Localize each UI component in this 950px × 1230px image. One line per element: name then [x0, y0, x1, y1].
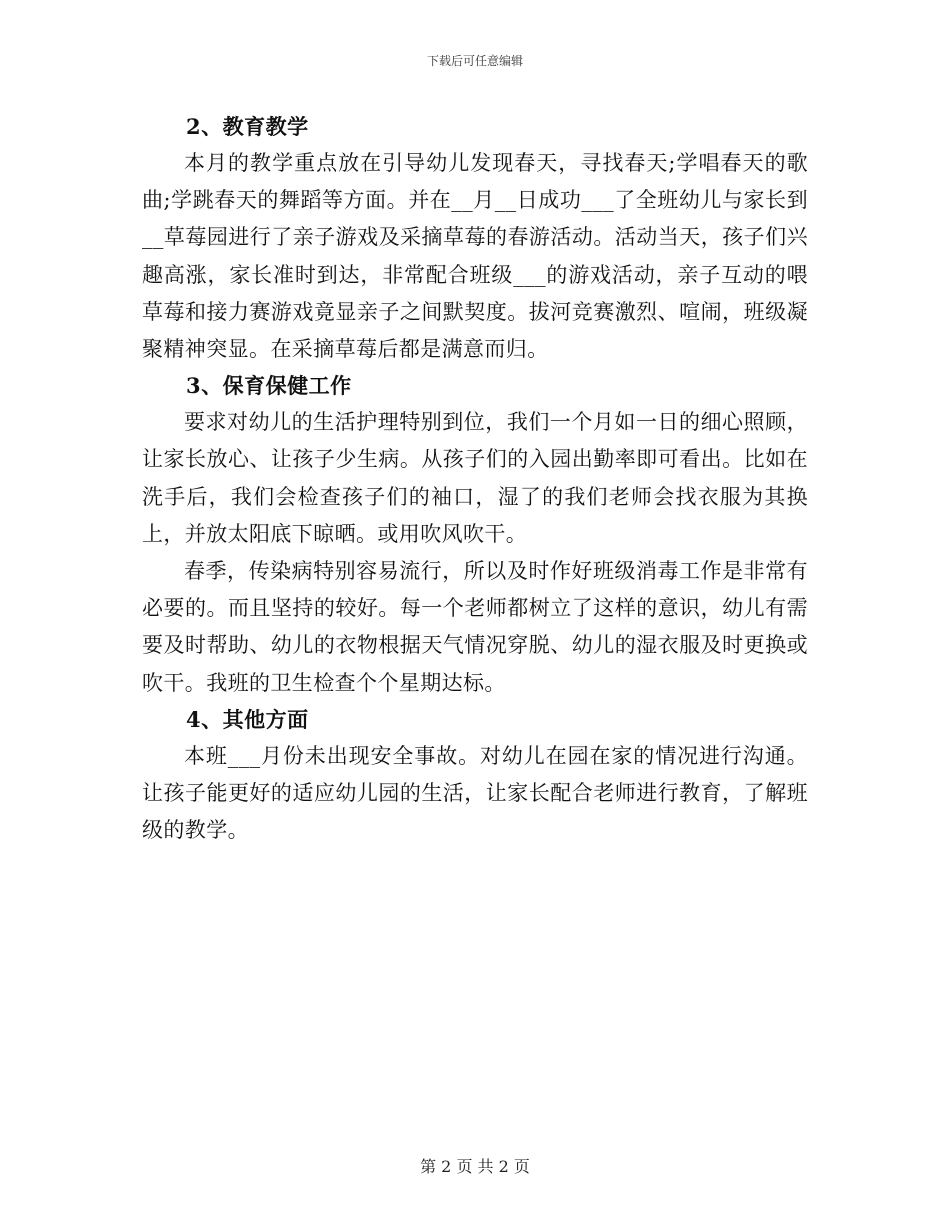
paragraph-health-care-disinfection: 春季，传染病特别容易流行，所以及时作好班级消毒工作是非常有必要的。而且坚持的较好。每一个老师都树立了这样的意识，幼儿有需要及时帮助、幼儿的衣物根据天气情况穿脱、幼儿的湿衣服及时更换或吹干。我班的卫生检查个个星期达标。: [142, 559, 808, 695]
paragraph-health-care-daily: 要求对幼儿的生活护理特别到位，我们一个月如一日的细心照顾，让家长放心、让孩子少生病。从孩子们的入园出勤率即可看出。比如在洗手后，我们会检查孩子们的袖口，湿了的我们老师会找衣服为其换上，并放太阳底下晾晒。或用吹风吹干。: [142, 410, 808, 546]
section-heading-other: 4、其他方面: [186, 706, 309, 732]
document-body: [142, 109, 808, 849]
paragraph-other: 本班___月份未出现安全事故。对幼儿在园在家的情况进行沟通。让孩子能更好的适应幼儿园的生活，让家长配合老师进行教育，了解班级的教学。: [142, 743, 808, 843]
section-health-care: [142, 368, 808, 702]
section-other: [142, 702, 808, 850]
section-heading-health-care: 3、保育保健工作: [186, 373, 352, 399]
section-heading-education: 2、教育教学: [186, 114, 309, 139]
page-footer: 第 2 页 共 2 页: [420, 1157, 530, 1176]
paragraph-education: 本月的教学重点放在引导幼儿发现春天，寻找春天;学唱春天的歌曲;学跳春天的舞蹈等方面。并在__月__日成功___了全班幼儿与家长到__草莓园进行了亲子游戏及采摘草莓的春游活动。活动当天，孩子们兴趣高涨，家长准时到达，非常配合班级___的游戏活动，亲子互动的喂草莓和接力赛游戏竟显亲子之间默契度。拔河竞赛激烈、喧闹，班级凝聚精神突显。在采摘草莓后都是满意而归。: [142, 151, 808, 362]
section-education: [142, 109, 808, 368]
page-header: 下载后可任意编辑: [426, 54, 523, 68]
